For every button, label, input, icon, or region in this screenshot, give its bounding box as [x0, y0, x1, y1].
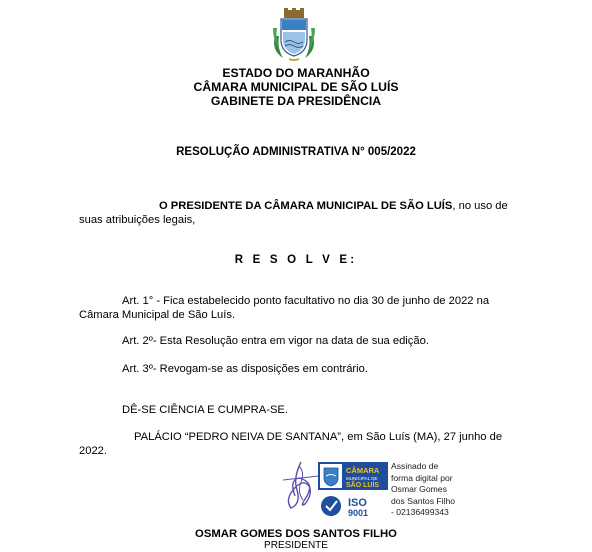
article-3: Art. 3º- Revogam-se as disposições em contrário.: [122, 363, 368, 375]
iso-label: ISO: [348, 497, 367, 509]
preamble-bold: O PRESIDENTE DA CÂMARA MUNICIPAL DE SÃO LUÍS: [159, 200, 453, 212]
digital-line: Assinado de: [391, 461, 439, 471]
digital-signature-seal: [318, 462, 388, 520]
header-state: ESTADO DO MARANHÃO: [222, 66, 370, 80]
seal-text-3: SÃO LUÍS: [346, 482, 380, 489]
handwritten-signature: [279, 460, 323, 510]
closing-clause: DÊ-SE CIÊNCIA E CUMPRA-SE.: [122, 404, 288, 416]
preamble-rest: , no uso de suas atribuições legais,: [79, 200, 508, 226]
article-1: Art. 1° - Fica estabelecido ponto facultativo no dia 30 de junho de 2022 na Câmara Municipal de São Luís.: [79, 295, 490, 321]
digital-line: dos Santos Filho: [391, 495, 456, 506]
document-title: RESOLUÇÃO ADMINISTRATIVA N° 005/2022: [176, 146, 416, 158]
seal-text-1: CÂMARA: [346, 466, 380, 475]
resolve-heading: R E S O L V E:: [234, 254, 358, 266]
digital-line: - 02136499343: [391, 507, 449, 517]
iso-number: 9001: [348, 508, 369, 518]
header-office: GABINETE DA PRESIDÊNCIA: [210, 94, 382, 108]
preamble-paragraph: [79, 199, 519, 227]
digital-line: forma digital por: [391, 472, 453, 483]
seal-text-2: MUNICIPAL DE: [346, 476, 378, 481]
signer-name: OSMAR GOMES DOS SANTOS FILHO: [195, 528, 397, 540]
digital-line: Osmar Gomes: [391, 484, 447, 494]
header-chamber: CÂMARA MUNICIPAL DE SÃO LUÍS: [193, 80, 399, 94]
coat-of-arms-emblem: [269, 6, 319, 62]
digital-signature-text: [391, 461, 471, 519]
place-date: PALÁCIO “PEDRO NEIVA DE SANTANA”, em São Luís (MA), 27 junho de 2022.: [79, 431, 503, 457]
article-2: Art. 2º- Esta Resolução entra em vigor na data de sua edição.: [122, 335, 429, 347]
signer-role: PRESIDENTE: [264, 540, 328, 551]
